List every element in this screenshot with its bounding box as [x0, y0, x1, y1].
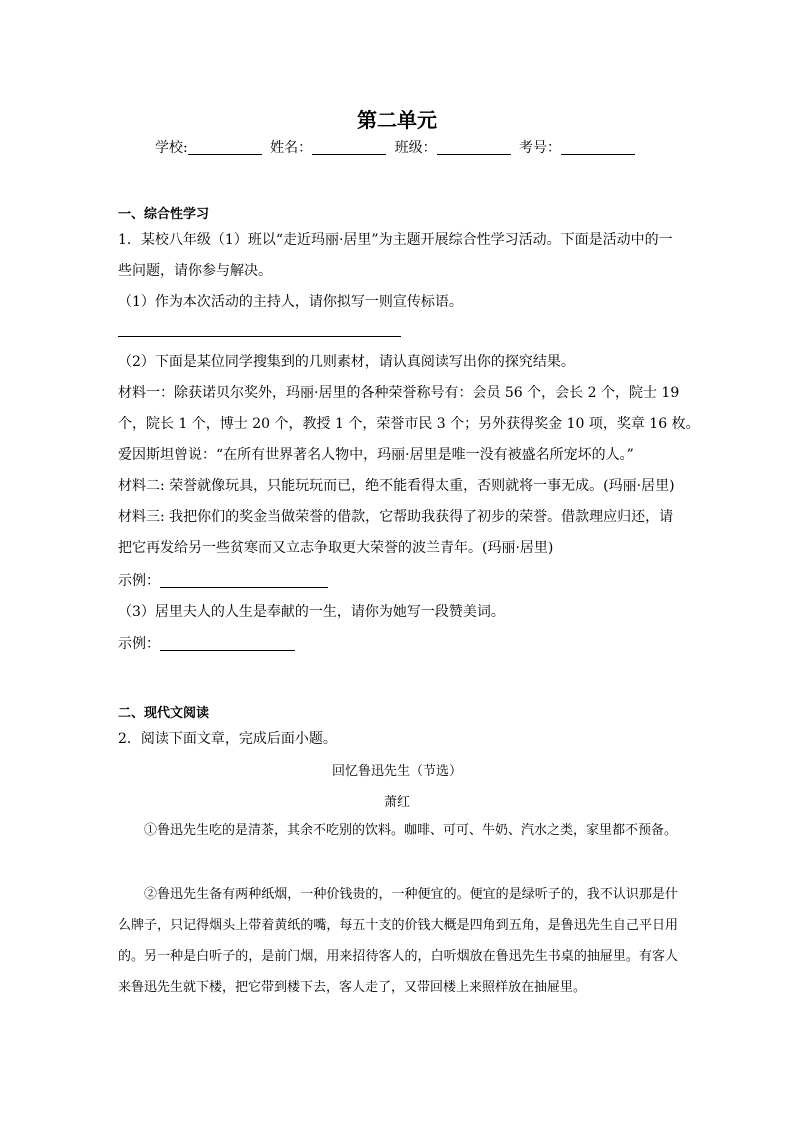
- class-label: 班级：: [394, 140, 437, 156]
- school-label: 学校:: [154, 140, 188, 156]
- section2-heading: 二、现代文阅读: [118, 706, 210, 721]
- material3-line1: 材料三: 我把你们的奖金当做荣誉的借款，它帮助我获得了初步的荣誉。借款理应归还，请: [118, 509, 674, 525]
- example-label-2: 示例：: [118, 636, 160, 652]
- article-paragraph-2: ②鲁迅先生备有两种纸烟，一种价钱贵的，一种便宜的。便宜的是绿听子的，我不认识那是什么牌子，只记得烟头上带着黄纸的嘴，每五十支的价钱大概是四角到五角，是鲁迅先生自己平日用的。另一种是白听子的，是前门烟，用来招待客人的，白听烟放在鲁迅先生书桌的抽屉里。有客人来鲁迅先生就下楼，把它带到楼下去，客人走了，又带回楼上来照样放在抽屉里。: [118, 887, 678, 995]
- material2: 材料二: 荣誉就像玩具，只能玩玩而已，绝不能看得太重，否则就将一事无成。(玛丽·居里): [118, 478, 675, 494]
- sub-question-2: （2）下面是某位同学搜集到的几则素材，请认真阅读写出你的探究结果。: [118, 354, 575, 370]
- exam-no-label: 考号：: [519, 140, 562, 156]
- name-label: 姓名：: [270, 140, 313, 156]
- example-label-1: 示例：: [118, 573, 160, 589]
- example-answer-blank-1[interactable]: [160, 573, 328, 588]
- material1-line1: 材料一：除获诺贝尔奖外，玛丽·居里的各种荣誉称号有：会员 56 个，会长 2 个，院士 19: [118, 385, 680, 401]
- name-blank[interactable]: [312, 140, 386, 155]
- material3-line2: 把它再发给另一些贫寒而又立志争取更大荣誉的波兰青年。(玛丽·居里): [118, 540, 554, 556]
- q1-line2: 些问题，请你参与解决。: [118, 263, 272, 279]
- material1-line3: 爱因斯坦曾说：“在所有世界著名人物中，玛丽·居里是唯一没有被盛名所宠坏的人。”: [118, 447, 634, 463]
- page-title: 第二单元: [357, 108, 437, 132]
- exam-no-blank[interactable]: [561, 140, 635, 155]
- answer-line-1[interactable]: [118, 336, 401, 337]
- example-1: [118, 570, 328, 590]
- sub-question-1: （1）作为本次活动的主持人，请你拟写一则宣传标语。: [118, 294, 463, 310]
- example-2: [118, 633, 295, 653]
- article-paragraph-1: ①鲁迅先生吃的是清茶，其余不吃别的饮料。咖啡、可可、牛奶、汽水之类，家里都不预备。: [144, 823, 678, 838]
- material1-line2: 个，院长 1 个，博士 20 个，教授 1 个，荣誉市民 3 个；另外获得奖金 10 项，奖章 16 枚。: [118, 416, 700, 432]
- student-info-line: [0, 137, 794, 157]
- article-author: 萧红: [383, 795, 410, 810]
- article-title: 回忆鲁迅先生（节选）: [331, 764, 462, 779]
- class-blank[interactable]: [437, 140, 511, 155]
- section1-heading: 一、综合性学习: [118, 207, 210, 222]
- example-answer-blank-2[interactable]: [160, 636, 295, 651]
- q1-line1: 1．某校八年级（1）班以“走近玛丽·居里”为主题开展综合性学习活动。下面是活动中的一: [118, 232, 673, 248]
- q2-instruction: 2．阅读下面文章，完成后面小题。: [118, 731, 337, 747]
- school-blank[interactable]: [188, 140, 262, 155]
- sub-question-3: （3）居里夫人的人生是奉献的一生，请你为她写一段赞美词。: [118, 604, 505, 620]
